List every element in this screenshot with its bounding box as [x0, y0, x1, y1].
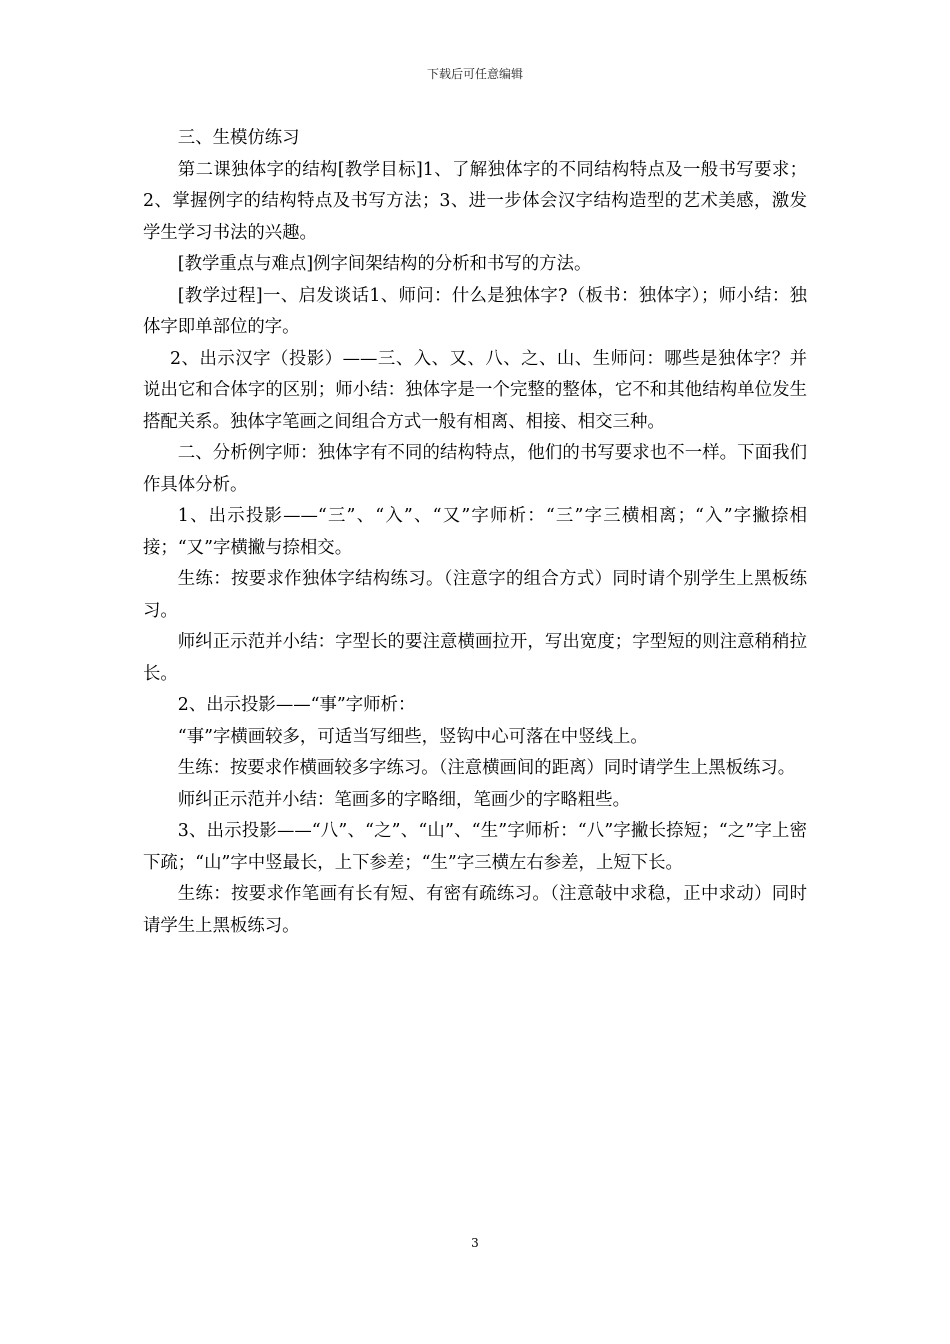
- paragraph-lesson-goals: 第二课独体字的结构[教学目标]1、了解独体字的不同结构特点及一般书写要求；2、掌握例字的结构特点及书写方法；3、进一步体会汉字结构造型的艺术美感，激发学生学习书法的兴趣。: [143, 159, 807, 243]
- document-body: [143, 123, 807, 942]
- paragraph-example-one: 1、出示投影——“三”、“入”、“又”字师析：“三”字三横相离；“入”字撇捺相接；“又”字横撇与捺相交。: [143, 506, 807, 558]
- paragraph-example-two: 2、出示投影——“事”字师析：: [177, 695, 416, 715]
- page-number: 3: [471, 1236, 479, 1250]
- paragraph-practice-three: 生练：按要求作笔画有长有短、有密有疏练习。（注意敧中求稳，正中求动）同时请学生上黑板练习。: [143, 884, 807, 936]
- paragraph-show-characters: 2、出示汉字（投影）——三、入、又、八、之、山、生师问：哪些是独体字？并说出它和合体字的区别；师小结：独体字是一个完整的整体，它不和其他结构单位发生搭配关系。独体字笔画之间组合方式一般有相离、相接、相交三种。: [143, 348, 807, 432]
- paragraph-example-two-detail: “事”字横画较多，可适当写细些，竖钩中心可落在中竖线上。: [177, 726, 648, 747]
- paragraph-practice-two: 生练：按要求作横画较多字练习。（注意横画间的距离）同时请学生上黑板练习。: [177, 758, 796, 778]
- paragraph-key-points: [教学重点与难点]例字间架结构的分析和书写的方法。: [177, 254, 592, 274]
- paragraph-example-three: 3、出示投影——“八”、“之”、“山”、“生”字师析：“八”字撇长捺短；“之”字上密下疏；“山”字中竖最长，上下参差；“生”字三横左右参差，上短下长。: [143, 821, 807, 873]
- paragraph-analysis-intro: 二、分析例字师：独体字有不同的结构特点，他们的书写要求也不一样。下面我们作具体分析。: [143, 443, 807, 495]
- paragraph-summary-two: 师纠正示范并小结：笔画多的字略细，笔画少的字略粗些。: [177, 789, 630, 810]
- page-header: 下载后可任意编辑: [426, 67, 523, 81]
- paragraph-practice-one: 生练：按要求作独体字结构练习。（注意字的组合方式）同时请个别学生上黑板练习。: [143, 569, 807, 621]
- section-heading: 三、生模仿练习: [177, 128, 300, 148]
- paragraph-summary-one: 师纠正示范并小结：字型长的要注意横画拉开，写出宽度；字型短的则注意稍稍拉长。: [143, 632, 807, 684]
- paragraph-process-intro: [教学过程]一、启发谈话1、师问：什么是独体字?（板书：独体字）；师小结：独体字即单部位的字。: [143, 285, 807, 337]
